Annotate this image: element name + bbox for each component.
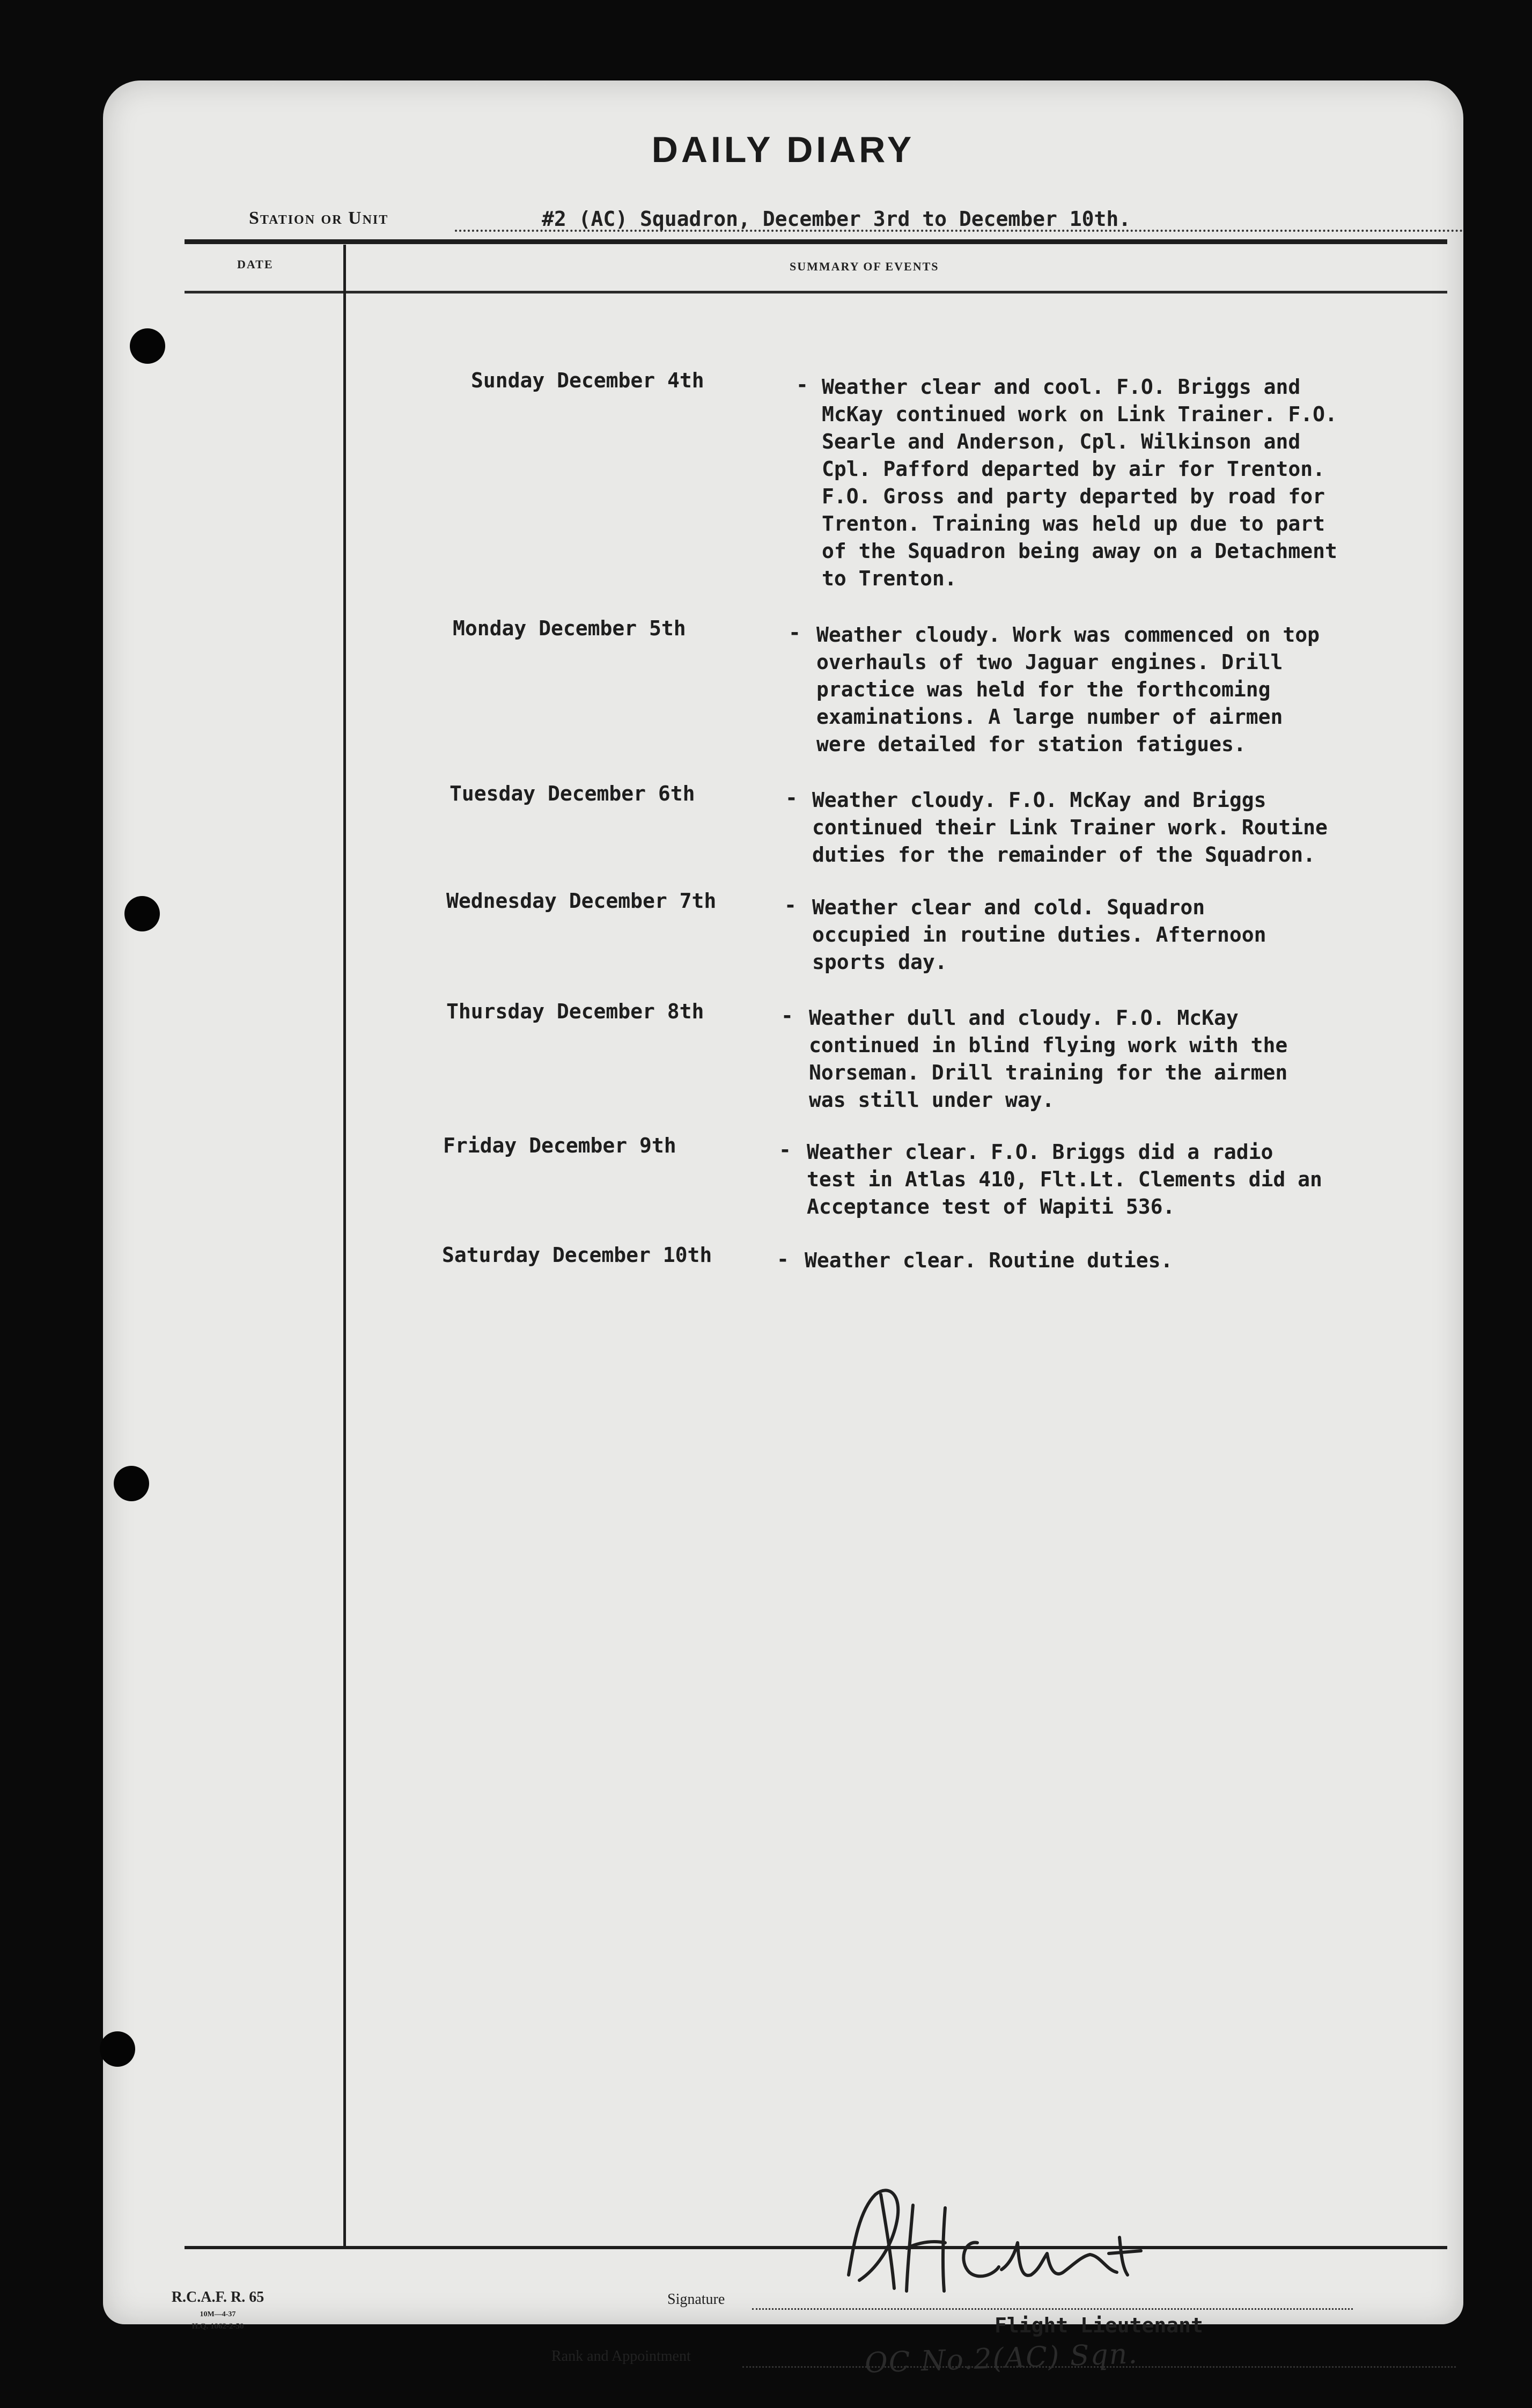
- summary-line: sports day.: [812, 950, 947, 974]
- summary-line: overhauls of two Jaguar engines. Drill: [816, 650, 1283, 674]
- entry-dash: -: [785, 786, 798, 810]
- entry-summary: [822, 373, 1465, 592]
- summary-line: of the Squadron being away on a Detachment: [822, 539, 1337, 563]
- page-title: DAILY DIARY: [651, 129, 915, 170]
- entry-date: Wednesday December 7th: [446, 889, 717, 913]
- entry-date: Monday December 5th: [453, 616, 686, 640]
- summary-line: continued in blind flying work with the: [809, 1033, 1288, 1057]
- signature-label: Signature: [667, 2291, 725, 2308]
- entry-dash: -: [779, 1138, 791, 1162]
- column-header-date: DATE: [237, 258, 274, 271]
- form-number-line: 10M—4-37: [200, 2310, 236, 2318]
- entry-dash: -: [777, 1247, 789, 1271]
- summary-line: Weather cloudy. Work was commenced on top: [816, 623, 1320, 647]
- entry-summary: [816, 621, 1460, 758]
- column-divider: [343, 245, 346, 2246]
- entry-summary: [812, 787, 1456, 869]
- rank-label: Rank and Appointment: [551, 2348, 691, 2365]
- summary-line: occupied in routine duties. Afternoon: [812, 923, 1266, 946]
- rank-typed: Flight Lieutenant: [995, 2314, 1203, 2337]
- summary-line: practice was held for the forthcoming: [816, 678, 1271, 701]
- form-number-line: H.Q. 1062-2-50: [192, 2322, 244, 2331]
- summary-line: test in Atlas 410, Flt.Lt. Clements did an: [807, 1168, 1322, 1191]
- punch-hole: [124, 896, 160, 931]
- summary-line: was still under way.: [809, 1088, 1055, 1112]
- entry-date: Friday December 9th: [443, 1134, 676, 1157]
- diary-sheet: [103, 80, 1463, 2380]
- summary-line: to Trenton.: [822, 567, 957, 590]
- entry-date: Tuesday December 6th: [450, 782, 695, 805]
- punch-hole: [130, 328, 165, 364]
- entry-dash: -: [784, 893, 797, 917]
- station-label: Station or Unit: [249, 208, 389, 228]
- summary-line: Trenton. Training was held up due to part: [822, 512, 1325, 535]
- punch-hole: [114, 1466, 149, 1501]
- entry-dash: -: [781, 1004, 793, 1027]
- entry-dash: -: [789, 621, 801, 644]
- summary-line: Acceptance test of Wapiti 536.: [807, 1195, 1175, 1218]
- rank-handwritten: OC No.2(AC) Sqn.: [864, 2338, 1139, 2380]
- form-number: [148, 2289, 288, 2331]
- summary-line: Weather clear. Routine duties.: [805, 1249, 1173, 1272]
- form-number-line: R.C.A.F. R. 65: [171, 2289, 264, 2306]
- summary-line: Weather clear. F.O. Briggs did a radio: [807, 1140, 1273, 1164]
- entry-summary: [809, 1004, 1453, 1114]
- summary-line: Norseman. Drill training for the airmen: [809, 1061, 1288, 1084]
- entry-date: Saturday December 10th: [442, 1243, 712, 1267]
- entry-summary: [807, 1139, 1450, 1221]
- entry-dash: -: [796, 373, 808, 397]
- summary-line: McKay continued work on Link Trainer. F.O.: [822, 402, 1337, 426]
- summary-line: Weather cloudy. F.O. McKay and Briggs: [812, 788, 1266, 812]
- summary-line: continued their Link Trainer work. Routine: [812, 816, 1328, 839]
- column-header-summary: SUMMARY OF EVENTS: [790, 260, 939, 273]
- summary-line: F.O. Gross and party departed by road for: [822, 484, 1325, 508]
- handwritten-signature: [838, 2162, 1170, 2323]
- header-rule-bottom: [185, 291, 1447, 293]
- summary-line: Cpl. Pafford departed by air for Trenton.: [822, 457, 1325, 481]
- summary-line: examinations. A large number of airmen: [816, 705, 1283, 729]
- summary-line: Searle and Anderson, Cpl. Wilkinson and: [822, 430, 1301, 453]
- entry-date: Thursday December 8th: [446, 1000, 704, 1023]
- station-value: #2 (AC) Squadron, December 3rd to December 10th.: [542, 207, 1131, 231]
- summary-line: Weather dull and cloudy. F.O. McKay: [809, 1006, 1239, 1030]
- punch-hole: [100, 2031, 135, 2067]
- entry-summary: [805, 1247, 1448, 1274]
- summary-line: Weather clear and cool. F.O. Briggs and: [822, 375, 1301, 399]
- header-rule-top: [185, 239, 1447, 244]
- footer-rule: [185, 2246, 1447, 2249]
- summary-line: were detailed for station fatigues.: [816, 732, 1246, 756]
- summary-line: Weather clear and cold. Squadron: [812, 895, 1205, 919]
- entry-date: Sunday December 4th: [471, 369, 704, 392]
- summary-line: duties for the remainder of the Squadron.: [812, 843, 1315, 867]
- entry-summary: [812, 894, 1456, 976]
